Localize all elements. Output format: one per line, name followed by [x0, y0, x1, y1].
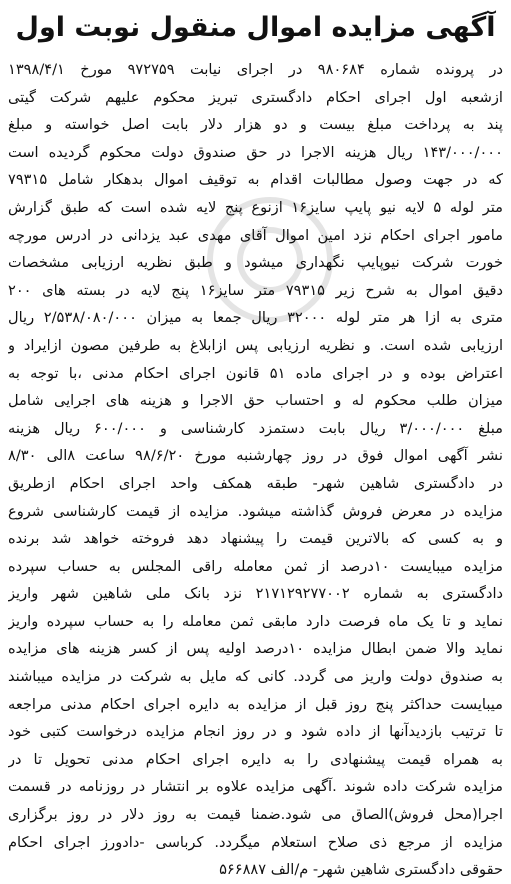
notice-line: اجرا(محل فروش)الصاق می شود.ضمنا قیمت به روز دلار در روز برگزاری — [8, 806, 503, 824]
notice-line: به همراه قیمت پیشنهادی را به دایره اجرای احکام مدنی تحویل تا در — [8, 750, 503, 768]
notice-line: متری به ازا هر متر لوله ۳۲۰۰۰ ریال جمعا به میزان ۲/۵۳۸/۰۸۰/۰۰۰ ریال — [8, 309, 503, 327]
notice-line: در پرونده شماره ۹۸۰۶۸۴ در اجرای نیابت ۹۷۲۷۵۹ مورخ ۱۳۹۸/۴/۱ — [8, 61, 503, 78]
notice-line-final: حقوقی دادگستری شاهین شهر- م/الف ۵۶۶۸۸۷ — [219, 861, 503, 879]
notice-line: به صندوق دولت واریز می گردد. کانی که مایل به شرکت در مزایده میباشند — [8, 668, 503, 686]
notice-title: آگهی مزایده اموال منقول نوبت اول — [15, 12, 496, 43]
notice-line: مامور اجرای احکام نزد امین اموال آقای مهدی عبد یزدانی در ادرس مورچه — [8, 226, 503, 244]
notice-line: مزایده میبایست ۱۰درصد از ثمن معامله راقی المجلس به حساب سپرده — [8, 557, 503, 575]
notice-line: که در جهت وصول مطالبات اقدام به توقیف اموال بدهکار شامل ۷۹۳۱۵ — [8, 171, 503, 189]
notice-line: مزایده شرکت داده شوند .آگهی مزایده علاوه بر انتشار در روزنامه در قسمت — [8, 778, 503, 796]
notice-line: متر لوله ۵ لایه نیو پایپ سایز۱۶ ازنوع پنج لایه شده است که طبق گزارش — [8, 198, 503, 216]
notice-line: دادگستری به شماره ۲۱۷۱۲۹۲۷۷۰۰۲ نزد بانک ملی شاهین شهر واریز — [8, 585, 503, 603]
notice-line: و به کسی که بالاترین قیمت را پیشنهاد دهد فروخته خواهد شد برنده — [8, 530, 503, 548]
notice-line: میبایست حداکثر پنج روز قبل از مزایده به دایره اجرای احکام مدنی مراجعه — [8, 695, 503, 713]
notice-line: ۱۴۳/۰۰۰/۰۰۰ ریال هزینه الاجرا در حق صندوق دولت محکوم گردیده است — [8, 143, 503, 161]
notice-line: نماید و تا یک ماه فرصت دارد مابقی ثمن معامله را به حساب سپرده واریز — [8, 612, 503, 630]
notice-line: نماید والا ضمن ابطال مزایده ۱۰درصد اولیه پس از کسر هزینه های مزایده — [8, 640, 503, 658]
notice-line: اعتراض بوده و در اجرای ماده ۵۱ قانون اجرای احکام مدنی ،با توجه به — [8, 364, 503, 382]
notice-line: نشر آگهی اموال فوق در روز چهارشنبه مورخ ۹۸/۶/۲۰ ساعت ۸الی ۸/۳۰ — [8, 447, 503, 465]
notice-line: در دادگستری شاهین شهر- طبقه همکف واحد اجرای احکام ازطریق — [8, 474, 503, 492]
notice-line: مزایده از مرجع ذی صلاح استعلام میگردد. کرباسی -دادورز اجرای احکام — [8, 833, 503, 851]
notice-line: مزایده در معرض فروش گذاشته میشود. مزایده از قیمت کارشناسی شروع — [8, 502, 503, 520]
notice-line: تا ترتیب بازدیدآنها از داده شود و در روز انجام مزایده درخواست کتبی خود — [8, 723, 503, 741]
notice-line: خورت شرکت نیوپایپ نگهداری میشود و طبق نظریه ارزیابی مشخصات — [8, 254, 503, 272]
notice-line: میزان طلب محکوم له و احتساب حق الاجرا و هزینه های اجرایی شامل — [8, 392, 503, 410]
notice-line: ازشعبه اول اجرای احکام دادگستری تبریز محکوم علیهم شرکت گیتی — [8, 88, 503, 106]
notice-line: مبلغ ۳/۰۰۰/۰۰۰ ریال بابت دستمزد کارشناسی و ۶۰۰/۰۰۰ ریال هزینه — [8, 419, 503, 437]
notice-line: دقیق اموال به شرح زیر ۷۹۳۱۵ متر سایز۱۶ پنج لایه در بسته های ۲۰۰ — [8, 281, 503, 299]
notice-line: ارزیابی شده است. و نظریه ارزیابی پس ازابلاغ به طرفین مصون ازایراد و — [8, 336, 503, 354]
notice-line: پند به پرداخت مبلغ بیست و دو هزار دلار بابت اصل خواسته و مبلغ — [8, 116, 503, 134]
notice-body — [8, 56, 503, 884]
